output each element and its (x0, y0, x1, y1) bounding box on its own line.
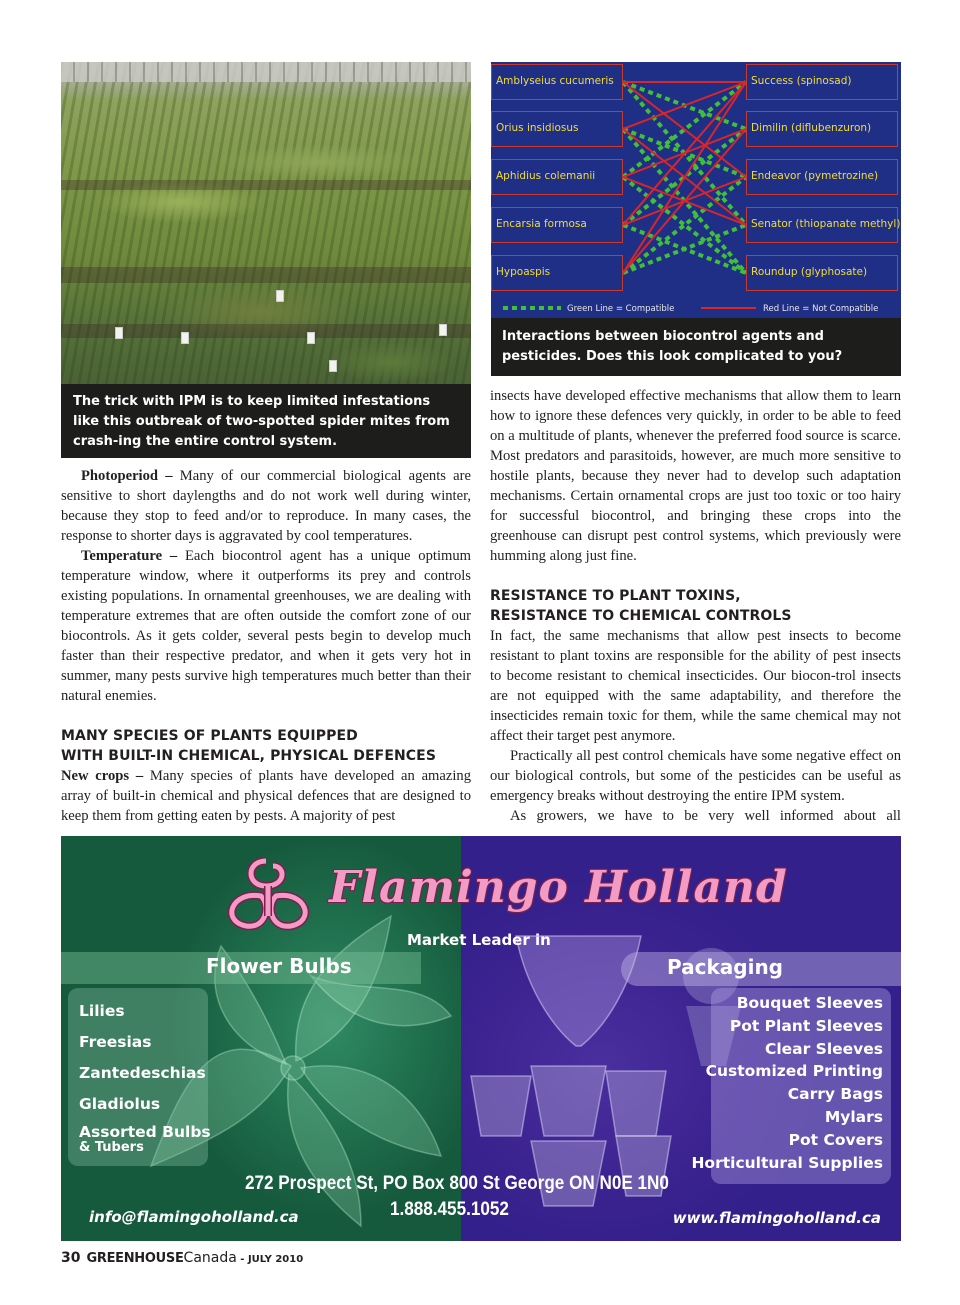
agent-box: Encarsia formosa (491, 207, 623, 243)
list-item: Zantedeschias (79, 1064, 206, 1082)
flower-bulbs-list (79, 1000, 211, 1155)
section-heading-defences (61, 726, 471, 766)
list-item: Lilies (79, 1002, 125, 1020)
heading-line: WITH BUILT-IN CHEMICAL, PHYSICAL DEFENCES (61, 748, 437, 764)
magazine-name-bold: GREENHOUSE (86, 1251, 184, 1266)
flamingo-holland-ad (61, 836, 901, 1241)
plant-label (439, 324, 447, 336)
bouquet-sleeve-illustration (516, 936, 641, 1046)
pesticide-box: Roundup (glyphosate) (746, 255, 898, 291)
flower-bulbs-heading: Flower Bulbs (206, 954, 352, 978)
packaging-list (691, 992, 883, 1174)
section-heading-resistance (490, 586, 901, 626)
list-item (79, 1124, 211, 1155)
resistance-paragraph: In fact, the same mechanisms that allow pest insects to become resistant to plant toxins are responsible for the ability of pest insects to become resistant to chemical insecticides. Our biocon-trol insects are not equipped with the same adaptability, and therefore the insecticides remain toxic for them, while the same chemical may not affect their target pest anymore. (490, 628, 901, 744)
temperature-text: Each biocontrol agent has a unique optimum temperature window, where it outperforms its prey and controls existing populations. In ornamental greenhouses, we are dealing with temperature extremes that are often outside the comfort zone of our biocontrols. As it gets colder, several pests begin to develop much faster than their respective predator, and when it gets very hot in summer, many pests survive high temperatures much better than their natural enemies. (61, 548, 471, 704)
list-item-line: & Tubers (79, 1140, 144, 1155)
ad-website-link[interactable]: www.flamingoholland.ca (672, 1209, 881, 1227)
diagram-caption: Interactions between biocontrol agents and pesticides. Does this look complicated to you? (491, 318, 901, 376)
new-crops-paragraph (61, 766, 471, 826)
new-crops-text: Many species of plants have developed an amazing array of built-in chemical and physical defences that are designed to keep them from getting eaten by pests. A majority of pest (61, 768, 471, 824)
ad-brand-logo: Flamingo Holland (329, 862, 788, 913)
plant-label (276, 290, 284, 302)
plant-label (307, 332, 315, 344)
list-item: Clear Sleeves (764, 1039, 883, 1058)
page-number: 30 (61, 1250, 81, 1266)
agent-box: Amblyseius cucumeris (491, 64, 623, 100)
heading-line: RESISTANCE TO CHEMICAL CONTROLS (490, 608, 792, 624)
pesticide-box: Senator (thiopanate methyl) (746, 207, 898, 243)
photoperiod-text: Many of our commercial biological agents are sensitive to short daylengths and do not work well during winter, because they stop to feed and/or to reproduce. In many cases, the response to shorter days is aggravated by cool temperatures. (61, 468, 471, 544)
compatible-line (623, 177, 746, 273)
incompatible-line (623, 82, 746, 177)
list-item: Carry Bags (787, 1085, 883, 1104)
agent-box: Aphidius colemanii (491, 159, 623, 195)
list-item: Pot Plant Sleeves (729, 1016, 883, 1035)
list-item: Freesias (79, 1033, 152, 1051)
plant-bench-gap (61, 180, 471, 190)
photoperiod-paragraph (61, 466, 471, 546)
greenhouse-photo (61, 62, 471, 384)
temperature-lead: Temperature – (81, 548, 178, 564)
legend-incompatible-label: Red Line = Not Compatible (763, 304, 879, 314)
photo-caption: The trick with IPM is to keep limited infestations like this outbreak of two-spotted spider mites from crash-ing the entire control system. (61, 384, 471, 458)
plant-label (115, 327, 123, 339)
list-item: Bouquet Sleeves (736, 994, 883, 1012)
growers-paragraph: As growers, we have to be very well informed about all (510, 808, 901, 824)
ad-tagline: Market Leader in (407, 931, 551, 949)
plant-label (329, 360, 337, 372)
photoperiod-lead: Photoperiod – (81, 468, 173, 484)
compatibility-diagram (491, 62, 901, 318)
heading-line: RESISTANCE TO PLANT TOXINS, (490, 588, 741, 604)
pesticide-box: Dimilin (diflubenzuron) (746, 111, 898, 147)
page-footer (61, 1247, 303, 1266)
list-item: Pot Covers (788, 1130, 883, 1149)
temperature-paragraph (61, 546, 471, 706)
continuation-paragraph: insects have developed effective mechanisms that allow them to learn how to ignore these defences very quickly, in order to be able to feed on a multitude of plants, whenever the preferred food source is scarce. Most predators and parasitoids, however, are much more sensitive to hostile plants, because they never had to develop such adaptation mechanisms. Certain ornamental crops are just too toxic or too hairy for successful biocontrol, and bringing these crops into the greenhouse can disrupt pest control systems, which previously were humming along just fine. (490, 388, 901, 564)
agent-box: Orius insidiosus (491, 111, 623, 147)
flamingo-logo-icon (232, 861, 305, 926)
list-item: Mylars (824, 1107, 883, 1126)
packaging-heading: Packaging (667, 955, 783, 979)
list-item: Horticultural Supplies (691, 1153, 883, 1172)
list-item-line: Assorted Bulbs (79, 1123, 211, 1141)
pesticide-box: Success (spinosad) (746, 64, 898, 100)
heading-line: MANY SPECIES OF PLANTS EQUIPPED (61, 728, 358, 744)
plant-bench-gap (61, 267, 471, 283)
new-crops-lead: New crops – (61, 768, 144, 784)
greenhouse-roof (61, 62, 471, 82)
plant-label (181, 332, 189, 344)
agent-box: Hypoaspis (491, 255, 623, 291)
legend-compatible-label: Green Line = Compatible (567, 304, 675, 314)
issue-date: - JULY 2010 (236, 1254, 304, 1265)
magazine-name-regular: Canada (183, 1250, 237, 1266)
incompatible-line (623, 82, 746, 273)
right-article-column (490, 386, 901, 826)
ad-address: 272 Prospect St, PO Box 800 St George ON N0E 1N0 (245, 1173, 669, 1194)
pesticide-box: Endeavor (pymetrozine) (746, 159, 898, 195)
list-item: Customized Printing (705, 1062, 883, 1081)
ad-email-link[interactable]: info@flamingoholland.ca (89, 1208, 299, 1226)
list-item: Gladiolus (79, 1095, 161, 1113)
left-article-column (61, 466, 471, 826)
ad-phone: 1.888.455.1052 (390, 1199, 509, 1220)
compatible-line (623, 177, 746, 273)
chemicals-paragraph: Practically all pest control chemicals have some negative effect on our biological controls, but some of the pesticides can be useful as emergency breaks without destroying the entire IPM system. (490, 748, 901, 804)
